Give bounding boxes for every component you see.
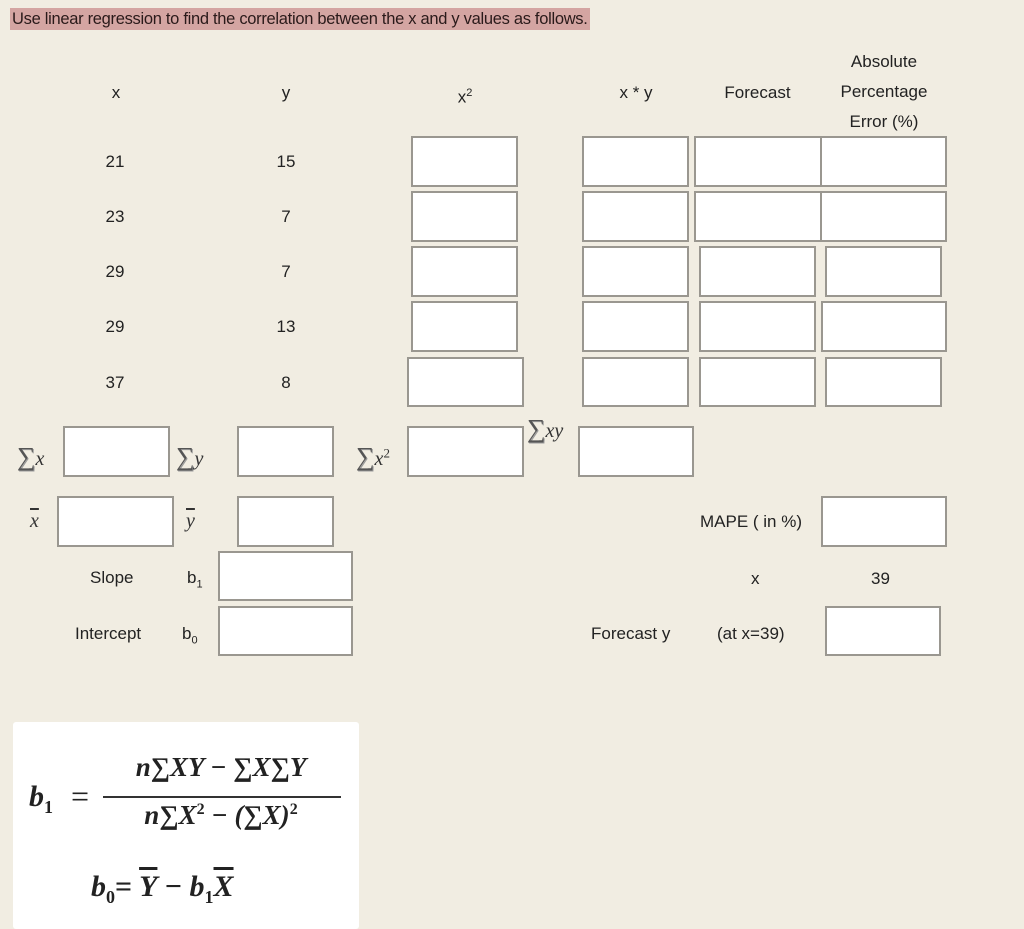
row-3-forecast-input[interactable] xyxy=(701,248,814,295)
formula-b1-letter-rhs: b xyxy=(189,870,205,903)
row-4-xy-input[interactable] xyxy=(584,303,687,350)
forecast-y-field[interactable] xyxy=(825,606,941,656)
row-4-xy-field[interactable] xyxy=(582,301,689,352)
sum-xy-var: xy xyxy=(545,420,564,442)
row-2-forecast-input[interactable] xyxy=(696,193,820,240)
row-1-y: 15 xyxy=(276,152,296,171)
formula-y-bar: $\overline{Y}$ xyxy=(139,870,158,903)
mape-label: MAPE ( in %) xyxy=(700,512,803,531)
denominator-part-a: n∑X xyxy=(144,800,197,830)
row-5-xy-field[interactable] xyxy=(582,357,689,407)
row-3-y: 7 xyxy=(281,262,291,281)
row-1-forecast-field[interactable] xyxy=(694,136,822,187)
row-3-x2-input[interactable] xyxy=(413,248,516,295)
question-title: Use linear regression to find the correlation between the x and y values as follows. xyxy=(12,10,588,28)
formula-minus: − xyxy=(157,870,190,903)
intercept-input[interactable] xyxy=(220,608,351,654)
row-5-x: 37 xyxy=(105,373,125,392)
row-2-ape-field[interactable] xyxy=(820,191,947,242)
mean-x-label: $\overline{x}$ xyxy=(30,510,39,532)
sum-y-var: y xyxy=(194,448,204,470)
row-5-ape-input[interactable] xyxy=(827,359,940,405)
row-2-x: 23 xyxy=(105,207,125,226)
b0-subscript: 0 xyxy=(191,634,198,647)
x-label: x xyxy=(751,569,760,588)
mape-input[interactable] xyxy=(823,498,945,545)
slope-label: Slope xyxy=(90,568,134,587)
sum-y-label xyxy=(176,442,203,472)
row-3-x: 29 xyxy=(105,262,125,281)
row-1-xy-input[interactable] xyxy=(584,138,687,185)
row-5-x2-input[interactable] xyxy=(409,359,522,405)
x-value: 39 xyxy=(871,569,890,588)
formula-b1-lhs xyxy=(29,780,53,818)
row-5-forecast-input[interactable] xyxy=(701,359,814,405)
intercept-label: Intercept xyxy=(75,624,142,643)
sigma-icon: ∑ xyxy=(527,414,546,443)
row-5-xy-input[interactable] xyxy=(584,359,687,405)
header-ape xyxy=(822,47,946,137)
formula-b0-equals: = xyxy=(115,870,133,903)
row-3-xy-field[interactable] xyxy=(582,246,689,297)
header-ape-line2: Percentage xyxy=(840,82,928,101)
formula-b1-letter: b xyxy=(29,780,44,813)
sum-x2-input[interactable] xyxy=(409,428,522,475)
formula-equals: = xyxy=(71,778,90,814)
row-3-ape-field[interactable] xyxy=(825,246,942,297)
forecast-y-label: Forecast y xyxy=(591,624,671,643)
header-y: y xyxy=(281,83,291,102)
formula-b1-sub-rhs: 1 xyxy=(204,887,214,907)
b1-letter: b xyxy=(187,568,197,587)
formula-card xyxy=(13,722,359,929)
row-1-x2-field[interactable] xyxy=(411,136,518,187)
row-2-y: 7 xyxy=(281,207,291,226)
header-ape-line3: Error (%) xyxy=(849,112,919,131)
sum-xy-input[interactable] xyxy=(580,428,692,475)
formula-x-bar: $\overline{X}$ xyxy=(213,870,234,903)
denominator-part-b: − (∑X) xyxy=(204,800,290,830)
formula-b0-sub: 0 xyxy=(106,887,115,907)
mean-x-input[interactable] xyxy=(59,498,172,545)
row-3-xy-input[interactable] xyxy=(584,248,687,295)
formula-b1-sub: 1 xyxy=(44,797,53,817)
header-x-times-y: x * y xyxy=(619,83,653,102)
sigma-icon: ∑ xyxy=(176,442,195,471)
b0-letter: b xyxy=(182,624,192,643)
slope-input[interactable] xyxy=(220,553,351,599)
row-1-forecast-input[interactable] xyxy=(696,138,820,185)
row-4-y: 13 xyxy=(276,317,296,336)
row-3-ape-input[interactable] xyxy=(827,248,940,295)
sum-xy-label xyxy=(527,414,563,444)
mean-y-label: $\overline{y}$ xyxy=(186,510,195,532)
b0-label xyxy=(182,624,198,646)
formula-numerator: n∑XY − ∑X∑Y xyxy=(135,752,307,782)
formula-b0-letter: b xyxy=(91,870,106,903)
row-5-forecast-field[interactable] xyxy=(699,357,816,407)
sum-x-var: x xyxy=(35,448,45,470)
b1-subscript: 1 xyxy=(196,578,203,591)
row-1-ape-input[interactable] xyxy=(822,138,945,185)
denominator-sup-2: 2 xyxy=(289,801,298,818)
header-x2-sup: 2 xyxy=(466,87,473,99)
forecast-y-input[interactable] xyxy=(827,608,939,654)
mape-field[interactable] xyxy=(821,496,947,547)
denominator-sup-1: 2 xyxy=(196,801,205,818)
forecast-at-x-label: (at x=39) xyxy=(717,624,785,643)
row-4-x2-input[interactable] xyxy=(413,303,516,350)
row-4-forecast-input[interactable] xyxy=(701,303,814,350)
mean-y-input[interactable] xyxy=(239,498,332,545)
sum-xy-field[interactable] xyxy=(578,426,694,477)
row-2-xy-input[interactable] xyxy=(584,193,687,240)
slope-field[interactable] xyxy=(218,551,353,601)
row-5-y: 8 xyxy=(281,373,291,392)
row-2-xy-field[interactable] xyxy=(582,191,689,242)
mean-x-field[interactable] xyxy=(57,496,174,547)
row-3-x2-field[interactable] xyxy=(411,246,518,297)
header-forecast: Forecast xyxy=(724,83,791,102)
row-2-x2-field[interactable] xyxy=(411,191,518,242)
row-4-ape-field[interactable] xyxy=(821,301,947,352)
intercept-field[interactable] xyxy=(218,606,353,656)
sum-x2-label xyxy=(356,442,390,472)
row-1-x: 21 xyxy=(105,152,125,171)
mean-y-field[interactable] xyxy=(237,496,334,547)
row-2-ape-input[interactable] xyxy=(822,193,945,240)
formula-fraction-bar xyxy=(103,796,341,798)
formula-b0 xyxy=(91,870,234,908)
row-1-ape-field[interactable] xyxy=(820,136,947,187)
row-4-x2-field[interactable] xyxy=(411,301,518,352)
row-4-forecast-field[interactable] xyxy=(699,301,816,352)
sum-y-field[interactable] xyxy=(237,426,334,477)
sum-x-field[interactable] xyxy=(63,426,170,477)
header-x-squared xyxy=(440,78,490,113)
sum-x-input[interactable] xyxy=(65,428,168,475)
row-4-x: 29 xyxy=(105,317,125,336)
row-5-ape-field[interactable] xyxy=(825,357,942,407)
sum-x2-field[interactable] xyxy=(407,426,524,477)
row-4-ape-input[interactable] xyxy=(823,303,945,350)
header-x: x xyxy=(111,83,121,102)
row-3-forecast-field[interactable] xyxy=(699,246,816,297)
sum-x-label xyxy=(17,442,44,472)
b1-label xyxy=(187,568,203,590)
row-5-x2-field[interactable] xyxy=(407,357,524,407)
sum-y-input[interactable] xyxy=(239,428,332,475)
row-2-forecast-field[interactable] xyxy=(694,191,822,242)
row-1-xy-field[interactable] xyxy=(582,136,689,187)
sum-x2-var: x xyxy=(374,448,384,470)
formula-denominator xyxy=(101,800,341,831)
row-2-x2-input[interactable] xyxy=(413,193,516,240)
header-ape-line1: Absolute xyxy=(850,52,918,71)
sum-x2-sup: 2 xyxy=(383,445,390,461)
sigma-icon: ∑ xyxy=(17,442,36,471)
sigma-icon: ∑ xyxy=(356,442,375,471)
row-1-x2-input[interactable] xyxy=(413,138,516,185)
header-x2-base: x xyxy=(457,87,467,107)
